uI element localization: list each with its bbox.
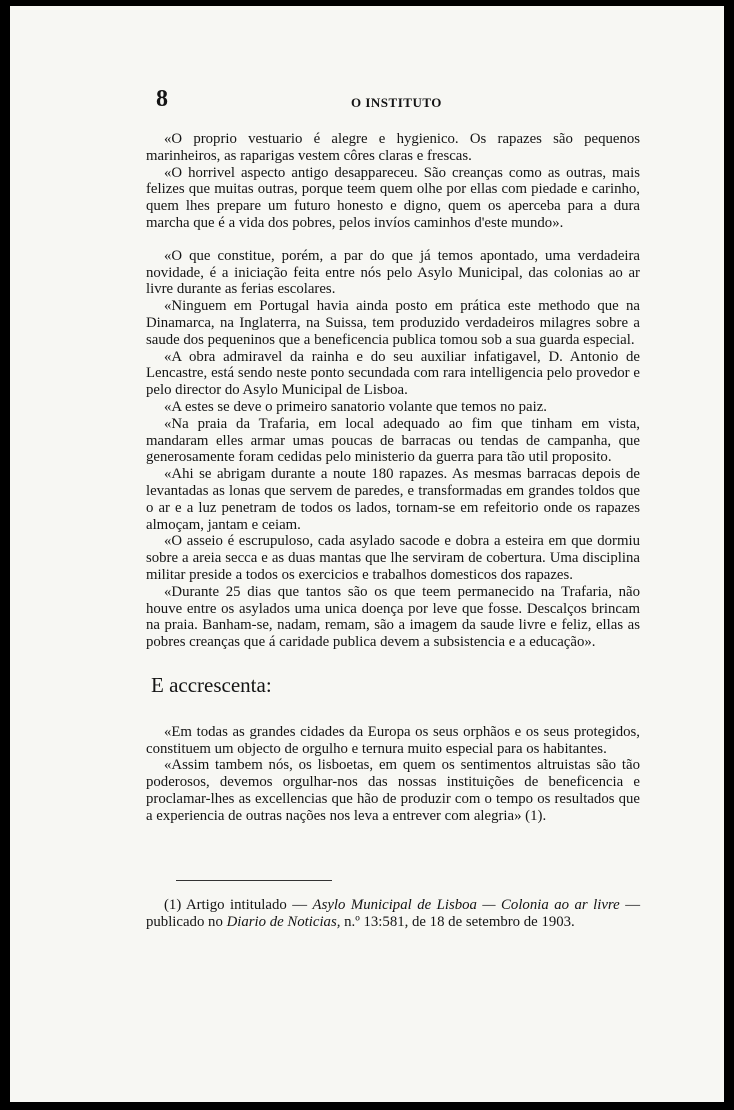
footnote-divider (176, 880, 332, 881)
footnote-lead: Artigo intitulado — (185, 897, 308, 913)
footnote (146, 897, 640, 931)
paragraph: «O horrivel aspecto antigo desappareceu. São creanças como as outras, mais felizes que muitas outras, porque teem quem olhe por ellas com piedade e carinho, quem lhes prepare um futuro honesto e digno, quem os aperceba para a dura marcha que é a vida dos pobres, pelos invíos caminhos d'este mundo». (146, 164, 640, 231)
paragraph: «Ninguem em Portugal havia ainda posto em prática este methodo que na Dinamarca, na Inglaterra, na Suissa, tem produzido verdadeiros milagres sobre a saude dos pequeninos que a beneficencia publica tomou sob a sua guarda especial. (146, 298, 640, 348)
page-header (156, 86, 676, 116)
footnote-newspaper: Diario de Noticias, (226, 914, 341, 930)
footnote-issue: n.º 13:581, de 18 de setembro de 1903. (344, 914, 575, 930)
paragraph: «O asseio é escrupuloso, cada asylado sacode e dobra a esteira em que dormiu sobre a areia secca e as duas mantas que lhe serviram de cobertura. Uma disciplina militar preside a todos os exercicios e trabalhos domesticos dos rapazes. (146, 533, 640, 583)
paragraph: «Ahi se abrigam durante a noute 180 rapazes. As mesmas barracas depois de levantadas as lonas que servem de paredes, e transformadas em grandes toldos que o ar e a luz penetram de todos os lados, tornam-se em refeitorio onde os rapazes almoçam, jantam e ceiam. (146, 466, 640, 533)
page-number: 8 (156, 86, 168, 112)
paragraph: «Durante 25 dias que tantos são os que teem permanecido na Trafaria, não houve entre os asylados uma unica doença por leve que fosse. Descalços brincam na praia. Banham-se, nadam, remam, são a imagem da saude livre e feliz, ellas as pobres creanças que á caridade publica devem a subsistencia e a educação». (146, 583, 640, 651)
paragraph: «Em todas as grandes cidades da Europa os seus orphãos e os seus protegidos, constituem um objecto de orgulho e ternura muito especial para os habitantes. (146, 723, 640, 757)
paragraph: «Na praia da Trafaria, em local adequado ao fim que tinham em vista, mandaram elles armar umas poucas de barracas ou tendas de campanha, que generosamente foram cedidas pelo ministerio da guerra para tão util proposito. (146, 415, 640, 466)
document-page (10, 6, 724, 1102)
paragraph: «Assim tambem nós, os lisboetas, em quem os sentimentos altruistas são tão poderosos, devemos orgulhar-nos das nossas instituições de beneficencia e proclamar-lhes as excellencias que hão de produzir com o tempo os resultados que a experiencia de outras nações nos leva a entrever com alegria» (1). (146, 757, 640, 824)
footnote-article-title: Asylo Municipal de Lisboa — Colonia ao ar livre (312, 897, 620, 913)
footnote-published: — publicado no (146, 897, 640, 930)
paragraph: «O que constitue, porém, a par do que já temos apontado, uma verdadeira novidade, é a iniciação feita entre nós pelo Asylo Municipal, das colonias ao ar livre durante as ferias escolares. (146, 247, 640, 298)
paragraph: «O proprio vestuario é alegre e hygienico. Os rapazes são pequenos marinheiros, as raparigas vestem côres claras e frescas. (146, 131, 640, 164)
main-text (146, 131, 640, 824)
running-title: O INSTITUTO (351, 95, 442, 110)
paragraph: «A estes se deve o primeiro sanatorio volante que temos no paiz. (164, 398, 547, 415)
footnote-marker: (1) (164, 897, 182, 913)
paragraph: «A obra admiravel da rainha e do seu auxiliar infatigavel, D. Antonio de Lencastre, está sendo neste ponto secundada com rara intelligencia pelo provedor e pelo director do Asylo Municipal de Lisboa. (146, 348, 640, 399)
section-heading: E accrescenta: (151, 672, 272, 697)
